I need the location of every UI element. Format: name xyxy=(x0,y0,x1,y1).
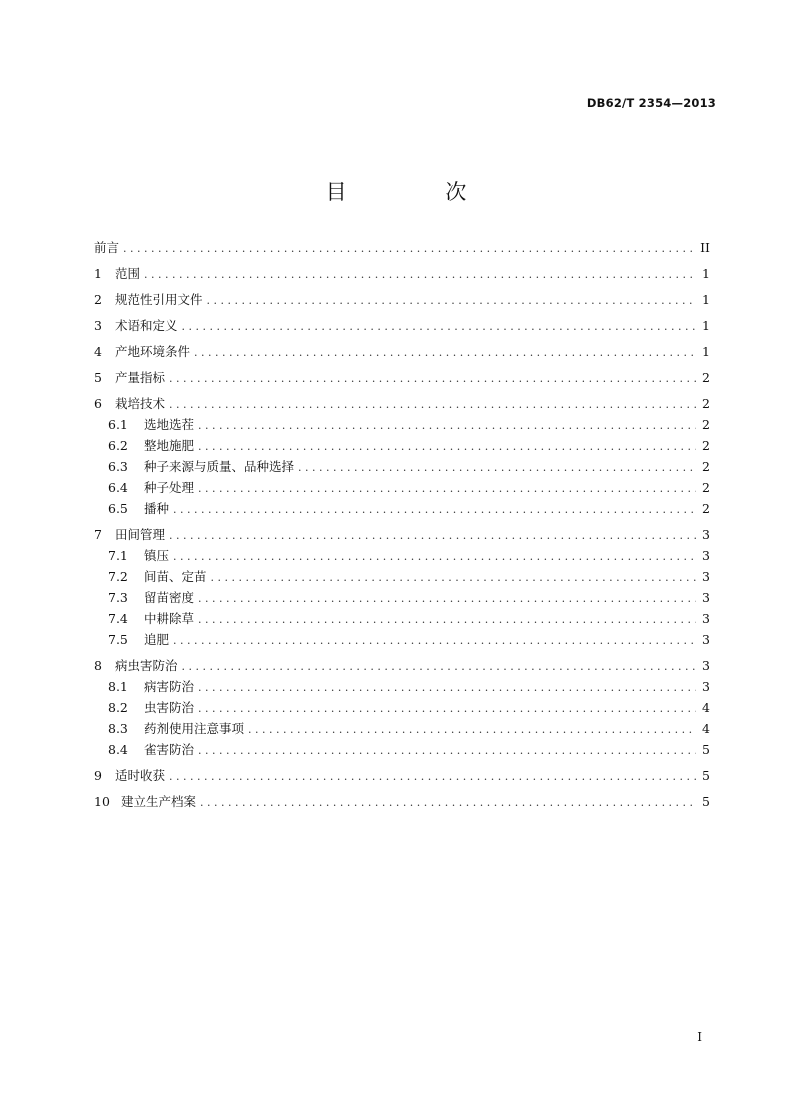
toc-entry-number: 6.1 xyxy=(108,417,128,432)
toc-entry-number: 5 xyxy=(94,370,102,385)
dot-leader xyxy=(194,342,696,363)
toc-entry-page: 2 xyxy=(702,370,710,385)
dot-leader xyxy=(169,368,696,389)
dot-leader xyxy=(298,457,696,478)
toc-entry-title: 虫害防治 xyxy=(144,700,195,715)
toc-entry[interactable] xyxy=(94,289,710,310)
dot-leader xyxy=(173,546,696,567)
toc-entry-number: 8.4 xyxy=(108,742,128,757)
toc-entry[interactable] xyxy=(94,263,710,284)
toc-entry-page: 5 xyxy=(702,768,710,783)
toc-entry-number: 3 xyxy=(94,318,102,333)
toc-subentry[interactable] xyxy=(94,608,710,629)
page-title: 目 次 xyxy=(325,180,513,204)
dot-leader xyxy=(173,630,696,651)
dot-leader xyxy=(198,436,696,457)
toc-entry-title: 建立生产档案 xyxy=(121,794,197,809)
toc-entry-page: 2 xyxy=(702,438,710,453)
toc-entry-title: 药剂使用注意事项 xyxy=(144,721,245,736)
toc-entry-title: 病害防治 xyxy=(144,679,195,694)
toc-entry-page: 1 xyxy=(702,344,710,359)
toc-entry-number: 8.2 xyxy=(108,700,128,715)
toc-entry-number: 7 xyxy=(94,527,102,542)
toc-entry-number: 6.2 xyxy=(108,438,128,453)
toc-entry-number: 8.1 xyxy=(108,679,128,694)
dot-leader xyxy=(182,656,696,677)
toc-subentry[interactable] xyxy=(94,456,710,477)
toc-entry-title: 栽培技术 xyxy=(115,396,166,411)
toc-entry-page: 2 xyxy=(702,459,710,474)
toc-entry-title: 选地选茬 xyxy=(144,417,195,432)
toc-entry-number: 6 xyxy=(94,396,102,411)
toc-entry-title: 规范性引用文件 xyxy=(115,292,203,307)
dot-leader xyxy=(169,525,696,546)
toc-entry-page: 3 xyxy=(702,679,710,694)
dot-leader xyxy=(198,740,696,761)
toc-subentry[interactable] xyxy=(94,676,710,697)
dot-leader xyxy=(182,316,696,337)
dot-leader xyxy=(198,609,696,630)
toc-subentry[interactable] xyxy=(94,697,710,718)
dot-leader xyxy=(198,478,696,499)
toc-entry[interactable] xyxy=(94,237,710,258)
dot-leader xyxy=(169,766,696,787)
toc-entry-page: 3 xyxy=(702,658,710,673)
toc-entry-number: 7.5 xyxy=(108,632,128,647)
toc-entry-title: 种子来源与质量、品种选择 xyxy=(144,459,295,474)
toc-entry-page: 2 xyxy=(702,417,710,432)
toc-entry-title: 中耕除草 xyxy=(144,611,195,626)
toc-entry-number: 2 xyxy=(94,292,102,307)
dot-leader xyxy=(144,264,696,285)
toc-entry-title: 产量指标 xyxy=(115,370,166,385)
toc-entry-number: 6.3 xyxy=(108,459,128,474)
toc-entry-page: II xyxy=(700,240,710,255)
toc-entry-title: 适时收获 xyxy=(115,768,166,783)
toc-entry-title: 田间管理 xyxy=(115,527,166,542)
toc-entry-title: 产地环境条件 xyxy=(115,344,191,359)
toc-entry-page: 3 xyxy=(702,611,710,626)
toc-entry-page: 3 xyxy=(702,632,710,647)
toc-entry-number: 8 xyxy=(94,658,102,673)
toc-entry-page: 3 xyxy=(702,527,710,542)
toc-subentry[interactable] xyxy=(94,739,710,760)
toc-entry-title: 追肥 xyxy=(144,632,170,647)
toc-entry-page: 2 xyxy=(702,501,710,516)
toc-entry-number: 6.5 xyxy=(108,501,128,516)
dot-leader xyxy=(248,719,696,740)
dot-leader xyxy=(198,677,696,698)
toc-entry[interactable] xyxy=(94,524,710,545)
toc-entry-number: 9 xyxy=(94,768,102,783)
dot-leader xyxy=(198,698,696,719)
toc-entry-page: 1 xyxy=(702,266,710,281)
toc-entry-title: 种子处理 xyxy=(144,480,195,495)
toc-entry-title: 前言 xyxy=(94,240,120,255)
toc-entry-number: 6.4 xyxy=(108,480,128,495)
toc-entry-number: 7.4 xyxy=(108,611,128,626)
toc-entry-page: 3 xyxy=(702,590,710,605)
toc-entry-title: 术语和定义 xyxy=(115,318,178,333)
toc-entry-page: 4 xyxy=(702,700,710,715)
table-of-contents xyxy=(94,237,710,812)
toc-entry-title: 镇压 xyxy=(144,548,170,563)
footer-page-number: I xyxy=(697,1030,702,1044)
toc-entry-page: 4 xyxy=(702,721,710,736)
dot-leader xyxy=(211,567,696,588)
toc-entry-title: 间苗、定苗 xyxy=(144,569,207,584)
toc-entry[interactable] xyxy=(94,367,710,388)
toc-entry[interactable] xyxy=(94,765,710,786)
toc-entry[interactable] xyxy=(94,791,710,812)
toc-subentry[interactable] xyxy=(94,435,710,456)
toc-subentry[interactable] xyxy=(94,629,710,650)
toc-entry[interactable] xyxy=(94,315,710,336)
toc-entry-title: 雀害防治 xyxy=(144,742,195,757)
dot-leader xyxy=(173,499,696,520)
toc-entry-number: 4 xyxy=(94,344,102,359)
toc-entry-number: 7.3 xyxy=(108,590,128,605)
toc-entry-page: 3 xyxy=(702,569,710,584)
toc-subentry[interactable] xyxy=(94,477,710,498)
dot-leader xyxy=(200,792,696,813)
toc-entry-title: 播种 xyxy=(144,501,170,516)
toc-entry-page: 5 xyxy=(702,742,710,757)
toc-subentry[interactable] xyxy=(94,414,710,435)
toc-entry[interactable] xyxy=(94,341,710,362)
toc-entry-page: 1 xyxy=(702,292,710,307)
toc-subentry[interactable] xyxy=(94,498,710,519)
toc-subentry[interactable] xyxy=(94,545,710,566)
toc-entry-title: 病虫害防治 xyxy=(115,658,178,673)
toc-entry-number: 8.3 xyxy=(108,721,128,736)
toc-entry-title: 留苗密度 xyxy=(144,590,195,605)
standard-code: DB62/T 2354—2013 xyxy=(586,96,716,110)
dot-leader xyxy=(198,415,696,436)
toc-entry-number: 7.1 xyxy=(108,548,128,563)
dot-leader xyxy=(198,588,696,609)
toc-subentry[interactable] xyxy=(94,587,710,608)
toc-entry-page: 5 xyxy=(702,794,710,809)
toc-entry-page: 2 xyxy=(702,480,710,495)
toc-entry[interactable] xyxy=(94,655,710,676)
toc-entry-page: 1 xyxy=(702,318,710,333)
dot-leader xyxy=(169,394,696,415)
toc-entry-page: 3 xyxy=(702,548,710,563)
toc-entry-number: 7.2 xyxy=(108,569,128,584)
toc-entry[interactable] xyxy=(94,393,710,414)
toc-entry-title: 整地施肥 xyxy=(144,438,195,453)
toc-entry-page: 2 xyxy=(702,396,710,411)
toc-subentry[interactable] xyxy=(94,566,710,587)
toc-entry-number: 10 xyxy=(94,794,110,809)
toc-entry-title: 范围 xyxy=(115,266,141,281)
toc-subentry[interactable] xyxy=(94,718,710,739)
dot-leader xyxy=(207,290,696,311)
dot-leader xyxy=(123,238,696,259)
toc-entry-number: 1 xyxy=(94,266,102,281)
